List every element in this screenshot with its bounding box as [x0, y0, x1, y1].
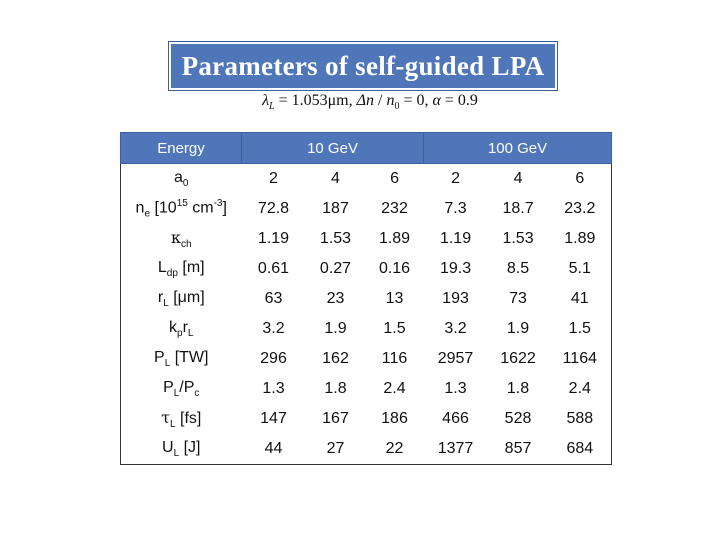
row-label — [121, 194, 242, 224]
row-label-rest: [10 — [150, 199, 177, 217]
table-cell: 1.53 — [319, 230, 352, 247]
table-cell: 1.3 — [262, 380, 285, 397]
table-cell: 8.5 — [506, 260, 530, 277]
table-cell: 18.7 — [502, 200, 534, 217]
row-label — [121, 344, 242, 374]
lambda-value: = 1.053μm, — [274, 92, 357, 109]
row-label-rest: [fs] — [175, 409, 202, 427]
row-label-rest: [m] — [177, 258, 205, 276]
header-10gev: 10 GeV — [242, 133, 424, 164]
n-subscript: 0 — [394, 101, 400, 113]
header-energy: Energy — [121, 133, 242, 164]
row-label-sub: L — [173, 388, 180, 400]
table-cell: 1.8 — [506, 380, 530, 397]
table-cell: 1.3 — [444, 380, 467, 397]
lambda-subscript: L — [269, 101, 275, 113]
table-cell: 0.61 — [257, 260, 290, 277]
table-cell: 167 — [322, 410, 349, 427]
table-cell: 2.4 — [568, 380, 591, 397]
row-label-sub: L — [170, 419, 176, 431]
table-cell: 466 — [442, 410, 469, 427]
table-cell: 147 — [260, 410, 287, 427]
table-row — [121, 284, 612, 314]
table-cell: 296 — [260, 350, 287, 367]
row-label-sub2: c — [194, 388, 200, 400]
row-label-main: τ — [161, 407, 170, 427]
table-cell: 1622 — [500, 350, 536, 367]
table-cell: 7.3 — [444, 200, 467, 217]
alpha-symbol: α — [432, 92, 441, 109]
table-cell: 528 — [504, 410, 532, 427]
table-cell: 857 — [504, 440, 532, 457]
row-label-rest3: ] — [222, 199, 227, 217]
row-label-rest: [TW] — [170, 348, 209, 366]
table-row — [121, 434, 612, 465]
table-cell: 1.53 — [502, 230, 534, 247]
subtitle-formula — [240, 90, 500, 112]
table-row — [121, 254, 612, 284]
row-label-main: a — [174, 168, 183, 186]
table-cell: 73 — [509, 290, 527, 307]
table-row — [121, 374, 612, 404]
row-label — [121, 434, 242, 465]
row-label-main: κ — [170, 227, 181, 247]
lambda-symbol: λ — [262, 92, 269, 109]
table-cell: 3.2 — [444, 320, 467, 337]
row-label — [121, 284, 242, 314]
table-cell: 72.8 — [257, 200, 290, 217]
table-cell: 162 — [322, 350, 349, 367]
table-cell: 1.5 — [568, 320, 591, 337]
header-100gev: 100 GeV — [424, 133, 612, 164]
table-cell: 19.3 — [439, 260, 472, 277]
table-cell: 187 — [322, 200, 349, 217]
row-label-sub: 0 — [182, 178, 189, 190]
row-label-main: k — [169, 318, 178, 336]
row-label-sup2: -3 — [213, 198, 223, 210]
table-cell: 1.19 — [439, 230, 472, 247]
row-label — [121, 224, 242, 254]
table-cell: 41 — [570, 290, 589, 307]
table-cell: 2957 — [437, 350, 474, 367]
table-cell: 684 — [566, 440, 594, 457]
table-row — [121, 224, 612, 254]
row-label — [121, 374, 242, 404]
row-label-main: U — [162, 438, 174, 456]
table-cell: 23.2 — [564, 200, 596, 217]
table-row — [121, 194, 612, 224]
table-cell: 3.2 — [262, 320, 285, 337]
row-label-sub: L — [163, 298, 169, 310]
table-cell: 116 — [381, 350, 408, 367]
row-label-rest2: cm — [187, 199, 214, 217]
slash: / — [374, 92, 387, 109]
table-cell: 1377 — [437, 440, 474, 457]
table-cell: 63 — [264, 290, 283, 307]
table-cell: 5.1 — [568, 260, 591, 277]
n-symbol: n — [386, 92, 395, 109]
row-label-sub: e — [144, 208, 150, 220]
row-label-sub: dp — [166, 268, 178, 280]
row-label-mid: /P — [179, 378, 195, 396]
table-row — [121, 164, 612, 195]
row-label — [121, 164, 242, 195]
table-cell: 4 — [513, 170, 523, 187]
table-cell: 6 — [575, 170, 585, 187]
table-row — [121, 314, 612, 344]
table-cell: 4 — [331, 170, 340, 187]
table-cell: 27 — [326, 440, 345, 457]
dn-symbol: Δn — [356, 92, 374, 109]
row-label-sub: p — [177, 328, 183, 340]
alpha-value: = 0.9 — [440, 92, 478, 109]
table-cell: 23 — [326, 290, 345, 307]
row-label-main: P — [163, 378, 174, 396]
row-label — [121, 404, 242, 434]
table-cell: 1.8 — [324, 380, 347, 397]
row-label-mid: r — [182, 318, 188, 336]
table-cell: 13 — [385, 290, 404, 307]
row-label-sub2: L — [187, 328, 194, 340]
parameters-table — [120, 132, 612, 465]
row-label-rest: [J] — [179, 438, 201, 456]
table-cell: 2 — [269, 170, 278, 187]
row-label — [121, 254, 242, 284]
table-cell: 1.9 — [506, 320, 530, 337]
table-cell: 1.89 — [564, 230, 596, 247]
row-label-sup: 15 — [176, 198, 188, 210]
table-header-row — [121, 133, 612, 164]
row-label-sub: L — [173, 448, 180, 460]
table-row — [121, 404, 612, 434]
table-cell: 1.5 — [383, 320, 406, 337]
table-cell: 0.16 — [378, 260, 411, 277]
table-cell: 1.89 — [378, 230, 411, 247]
table-cell: 186 — [381, 410, 408, 427]
table-cell: 6 — [390, 170, 399, 187]
table-cell: 588 — [566, 410, 594, 427]
row-label-sub: L — [164, 358, 171, 370]
table-cell: 2 — [451, 170, 460, 187]
table-cell: 2.4 — [383, 380, 406, 397]
table-cell: 193 — [442, 290, 469, 307]
table-cell: 1.19 — [257, 230, 290, 247]
row-label-main: L — [157, 258, 167, 276]
row-label-rest: [μm] — [168, 288, 205, 306]
table-cell: 1164 — [562, 350, 597, 367]
table-cell: 0.27 — [319, 260, 352, 277]
row-label — [121, 314, 242, 344]
row-label-main: r — [157, 288, 164, 306]
table-cell: 44 — [264, 440, 283, 457]
row-label-sub: ch — [180, 239, 192, 251]
table-row — [121, 344, 612, 374]
dn-value: = 0, — [399, 92, 433, 109]
table-cell: 1.9 — [324, 320, 347, 337]
row-label-main: P — [154, 348, 165, 366]
table-cell: 22 — [385, 440, 404, 457]
row-label-main: n — [135, 199, 145, 217]
table-cell: 232 — [381, 200, 408, 217]
slide-title: Parameters of self-guided LPA — [169, 42, 557, 90]
